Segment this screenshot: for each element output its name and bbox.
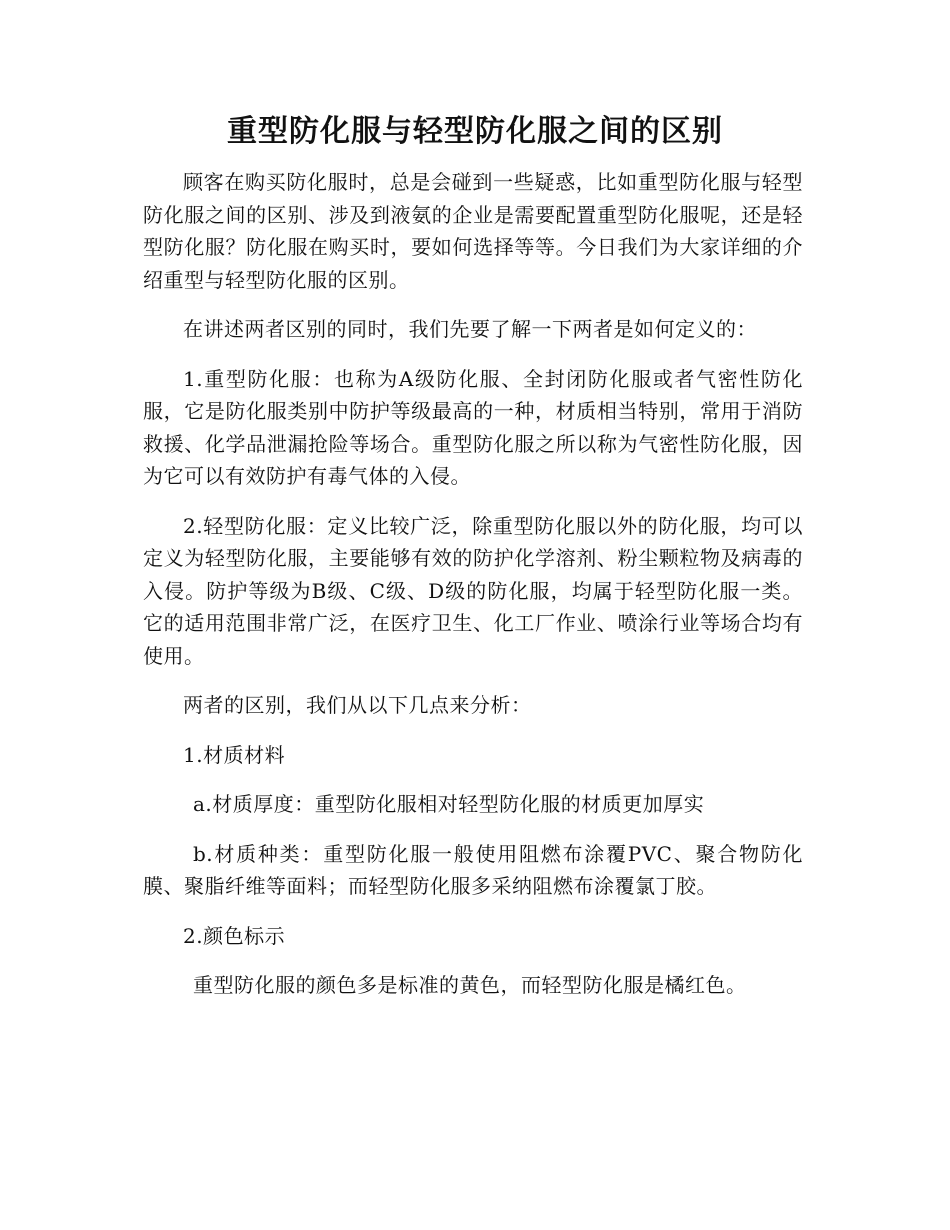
paragraph-color: 重型防化服的颜色多是标准的黄色，而轻型防化服是橘红色。 [193, 973, 747, 997]
paragraph-definition-lead: 在讲述两者区别的同时，我们先要了解一下两者是如何定义的： [183, 317, 757, 341]
paragraph-difference-lead: 两者的区别，我们从以下几点来分析： [183, 693, 532, 717]
document-title: 重型防化服与轻型防化服之间的区别 [227, 114, 723, 149]
paragraph-light-definition: 2.轻型防化服：定义比较广泛，除重型防化服以外的防化服，均可以定义为轻型防化服，主要能够有效的防护化学溶剂、粉尘颗粒物及病毒的入侵。防护等级为B级、C级、D级的防化服，均属于轻型防化服一类。它的适用范围非常广泛，在医疗卫生、化工厂作业、喷涂行业等场合均有使用。 [143, 513, 803, 668]
list-heading-color: 2.颜色标示 [183, 923, 286, 948]
list-item-material-type: b.材质种类：重型防化服一般使用阻燃布涂覆PVC、聚合物防化膜、聚脂纤维等面料；而轻型防化服多采纳阻燃布涂覆氯丁胶。 [143, 841, 803, 898]
paragraph-heavy-definition: 1.重型防化服：也称为A级防化服、全封闭防化服或者气密性防化服，它是防化服类别中防护等级最高的一种，材质相当特别，常用于消防救援、化学品泄漏抢险等场合。重型防化服之所以称为气密性防化服，因为它可以有效防护有毒气体的入侵。 [143, 366, 803, 488]
list-item-thickness: a.材质厚度：重型防化服相对轻型防化服的材质更加厚实 [193, 792, 705, 816]
paragraph-intro: 顾客在购买防化服时，总是会碰到一些疑惑，比如重型防化服与轻型防化服之间的区别、涉及到液氨的企业是需要配置重型防化服呢，还是轻型防化服？防化服在购买时，要如何选择等等。今日我们为大家详细的介绍重型与轻型防化服的区别。 [143, 170, 803, 292]
list-heading-material: 1.材质材料 [183, 742, 286, 767]
document-body [143, 166, 803, 1019]
